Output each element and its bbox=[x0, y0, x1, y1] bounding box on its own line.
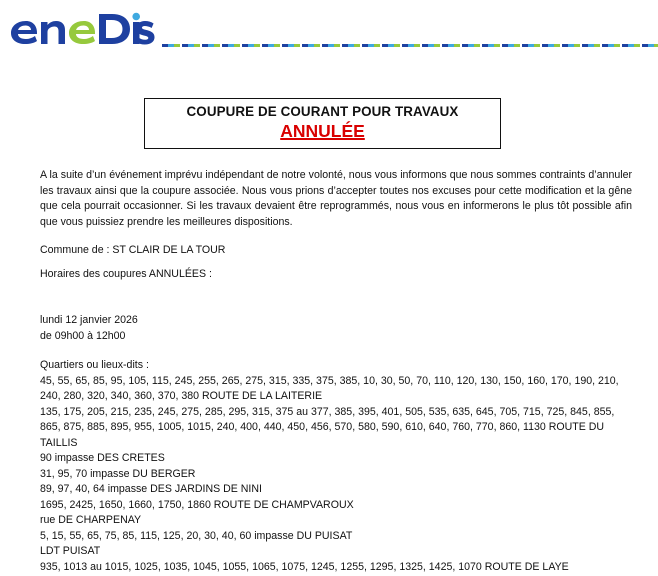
list-item: rue DE CHARPENAY bbox=[40, 514, 142, 526]
enedis-logo bbox=[8, 9, 158, 51]
list-item: 135, 175, 205, 215, 235, 245, 275, 285, 295, 315, 375 au 377, 385, 395, 401, 505, 535, 635, 645, 705, 715, 725, 845, 855, 865, 875, 885, 895, 955, 1005, 1015, 240, 400, 440, 450, 456, 570, 580, 590, 610, 640, 760, 770, 860, 1130 ROUTE DU TAILLIS bbox=[40, 405, 615, 449]
list-item: 1695, 2425, 1650, 1660, 1750, 1860 ROUTE DE CHAMPVAROUX bbox=[40, 498, 354, 511]
page-header bbox=[0, 0, 658, 60]
list-item: 90 impasse DES CRETES bbox=[40, 452, 165, 464]
quartiers-list bbox=[40, 374, 632, 576]
header-dash-line bbox=[162, 44, 658, 47]
list-item: 935, 1013 au 1015, 1025, 1035, 1045, 1055, 1065, 1075, 1245, 1255, 1295, 1325, 1425, 1070 ROUTE DE LAYE bbox=[40, 560, 569, 573]
page-title: COUPURE DE COURANT POUR TRAVAUX bbox=[186, 104, 459, 119]
list-item: LDT PUISAT bbox=[40, 545, 101, 557]
title-box bbox=[144, 98, 501, 149]
list-item: 45, 55, 65, 85, 95, 105, 115, 245, 255, 265, 275, 315, 335, 375, 385, 10, 30, 50, 70, 110, 120, 130, 150, 160, 170, 190, 210, 240, 280, 320, 340, 360, 370, 380 ROUTE DE LA LAITERIE bbox=[40, 374, 619, 402]
list-item: 89, 97, 40, 64 impasse DES JARDINS DE NINI bbox=[40, 483, 262, 495]
list-item: 31, 95, 70 impasse DU BERGER bbox=[40, 467, 196, 480]
notice-content bbox=[40, 168, 632, 575]
list-item: 5, 15, 55, 65, 75, 85, 115, 125, 20, 30, 40, 60 impasse DU PUISAT bbox=[40, 529, 353, 542]
commune-line: Commune de : ST CLAIR DE LA TOUR bbox=[40, 244, 226, 256]
horaires-label: Horaires des coupures ANNULÉES : bbox=[40, 267, 212, 280]
quartiers-label: Quartiers ou lieux-dits : bbox=[40, 359, 149, 371]
outage-time: de 09h00 à 12h00 bbox=[40, 329, 126, 342]
outage-date: lundi 12 janvier 2026 bbox=[40, 314, 138, 326]
date-block bbox=[40, 313, 632, 344]
cancelled-label: ANNULÉE bbox=[280, 121, 365, 141]
intro-paragraph: A la suite d’un événement imprévu indépendant de notre volonté, nous vous informons que nous sommes contraints d’annuler les travaux ainsi que la coupure associée. Nous vous prions d’accepter toutes nos excuses pour cette modification et la gêne que cela pourrait occasionner. Si les travaux devaient être reprogrammés, nous vous en informerons le plus tôt possible afin que vous puissiez prendre les meilleures dispositions. bbox=[40, 169, 632, 228]
enedis-logo-icon bbox=[8, 9, 158, 49]
